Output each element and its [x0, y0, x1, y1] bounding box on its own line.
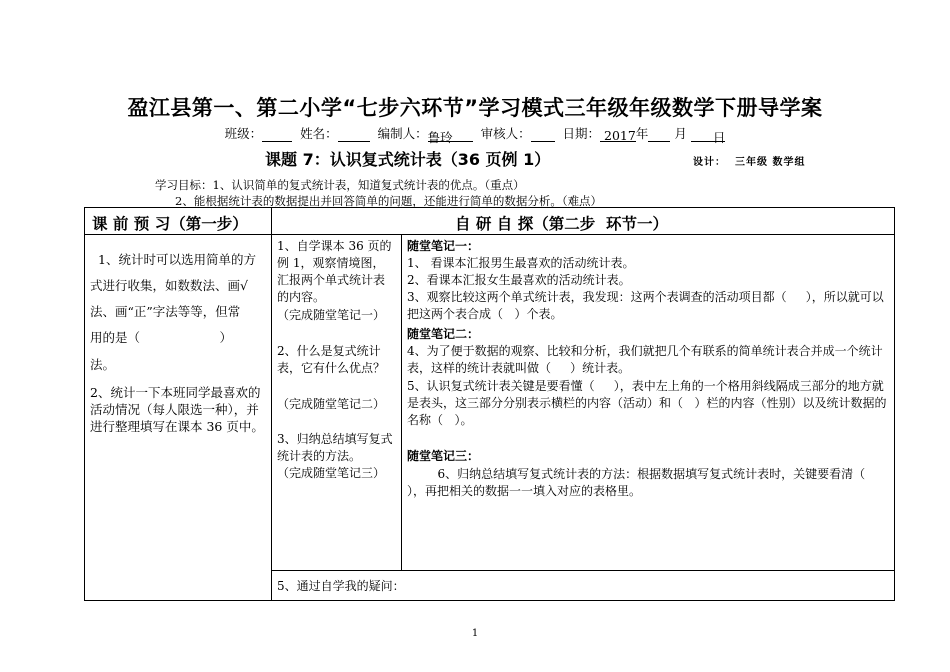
class-blank: [262, 128, 292, 142]
year-value: 2017: [600, 128, 636, 142]
question-row-divider: [271, 570, 894, 571]
page-number: 1: [471, 628, 479, 639]
learning-goal-2: 2、能根据统计表的数据提出并回答简单的问题，还能进行简单的数据分析。（难点）: [175, 194, 603, 208]
note-1-title: 随堂笔记一：: [407, 239, 480, 253]
reviewer-label: 审核人：: [480, 126, 531, 141]
learning-goal-1: 学习目标：1、认识简单的复式统计表，知道复式统计表的优点。（重点）: [155, 178, 525, 192]
self-study-3-note: （完成随堂笔记三）: [277, 466, 386, 480]
lesson-title: 课题 7：认识复式统计表（36 页例 1）: [265, 150, 551, 169]
note-1-item-1: 1、 看课本汇报男生最喜欢的活动统计表。: [407, 256, 635, 270]
column-divider-1: [271, 208, 272, 600]
question-prompt: 5、通过自学我的疑问：: [277, 579, 405, 593]
column-divider-2: [401, 235, 402, 570]
col2-header: 自 研 自 探（第二步 环节一）: [455, 215, 668, 233]
self-study-3: 3、归纳总结填写复式统计表的方法。: [277, 432, 393, 463]
self-study-1-note: （完成随堂笔记一）: [277, 308, 386, 322]
note-1-item-2: 2、看课本汇报女生最喜欢的活动统计表。: [407, 273, 631, 287]
preview-line-4: 用的是（ ）: [90, 330, 232, 345]
class-label: 班级：: [224, 126, 263, 141]
preview-line-3: 法、画“正”字法等等，但常: [90, 304, 241, 319]
preview-line-1: 1、统计时可以选用简单的方: [98, 252, 256, 267]
preview-line-2: 式进行收集，如数数法、画√: [90, 278, 248, 293]
name-label: 姓名：: [300, 126, 338, 141]
self-study-2: 2、什么是复式统计表，它有什么优点？: [277, 344, 386, 375]
note-3-item-6: 6、归纳总结填写复式统计表的方法：根据数据填写复式统计表时，关键要看清（ ），再把相关的数据一一填入对应的表格里。: [407, 467, 892, 498]
document-title: 盈江县第一、第二小学“七步六环节”学习模式三年级年级数学下册导学案: [127, 96, 823, 120]
note-2-item-5: 5、认识复式统计表关键是要看懂（ ），表中左上角的一个格用斜线隔成三部分的地方就是表头，这三部分分别表示横栏的内容（活动）和（ ）栏的内容（性别）以及统计数据的名称（ ）。: [407, 379, 887, 427]
editor-value: 鲁玲: [428, 128, 473, 142]
note-1-item-3: 3、观察比较这两个单式统计表，我发现：这两个表调查的活动项目都（ ），所以就可以把这两个表合成（ ）个表。: [407, 290, 884, 321]
name-blank: [338, 128, 370, 142]
month-blank: [648, 128, 670, 142]
preview-line-5: 法。: [90, 357, 116, 372]
self-study-2-note: （完成随堂笔记二）: [277, 397, 386, 411]
reviewer-blank: [531, 128, 555, 142]
day-unit: 日: [712, 130, 726, 145]
day-blank: [691, 128, 713, 142]
meta-line: [0, 124, 950, 145]
preview-item-2: 2、统计一下本班同学最喜欢的活动情况（每人限选一种），并进行整理填写在课本 36 页中。: [90, 385, 264, 434]
self-study-1: 1、自学课本 36 页的例 1，观察情境图，汇报两个单式统计表的内容。: [277, 239, 392, 304]
header-divider: [85, 234, 894, 235]
editor-label: 编制人：: [377, 126, 428, 141]
year-unit: 年: [635, 126, 649, 141]
date-label: 日期：: [562, 126, 601, 141]
note-3-title: 随堂笔记三：: [407, 449, 480, 463]
col1-header: 课 前 预 习（第一步）: [92, 215, 248, 233]
study-table: [84, 207, 895, 601]
design-credit: 设计： 三年级 数学组: [693, 157, 806, 168]
note-2-title: 随堂笔记二：: [407, 327, 480, 341]
note-2-item-4: 4、为了便于数据的观察、比较和分析，我们就把几个有联系的简单统计表合并成一个统计表，这样的统计表就叫做（ ）统计表。: [407, 344, 883, 375]
month-unit: 月: [674, 126, 687, 141]
